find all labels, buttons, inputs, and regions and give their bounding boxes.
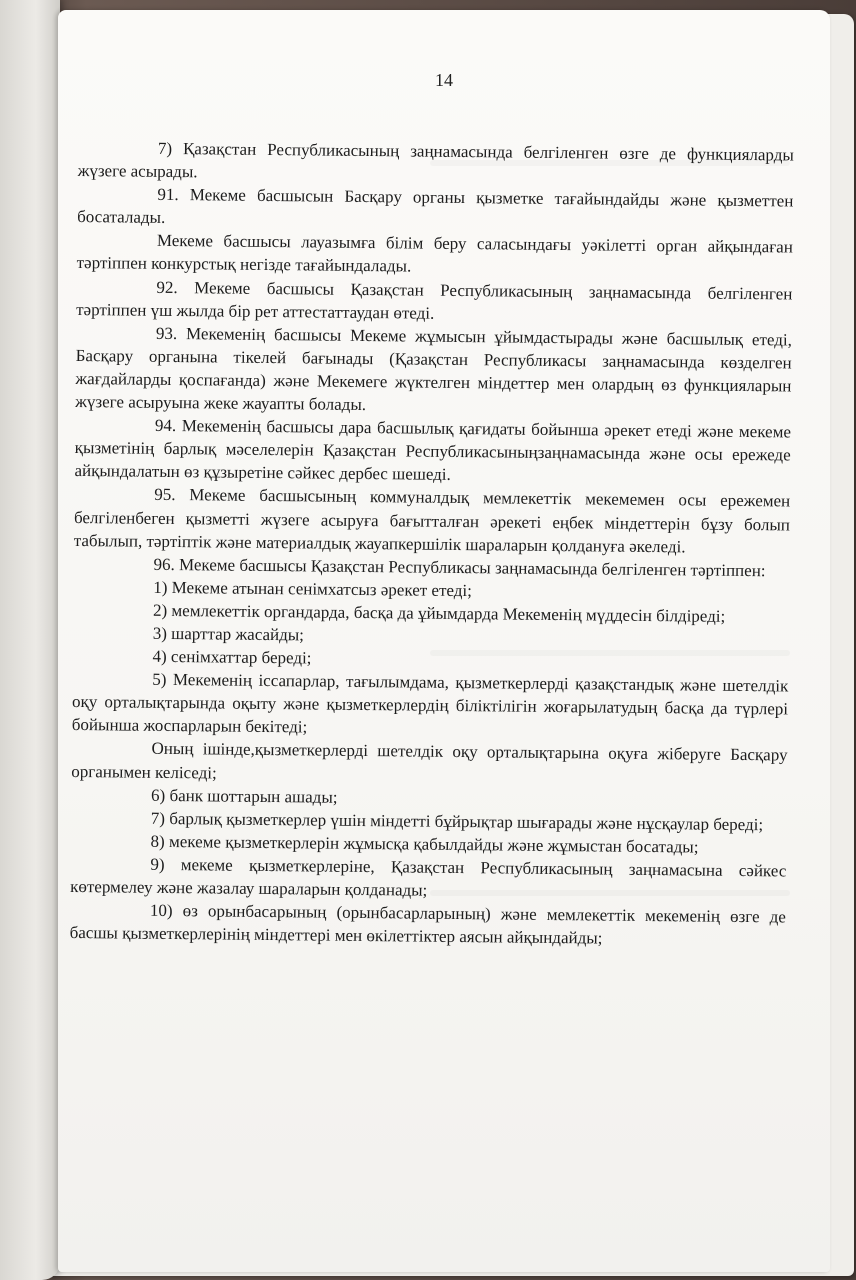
paragraph-91-appointment: Мекеме басшысы лауазымға білім беру саласындағы уәкілетті орган айқындаған тәртіппен конкурстық негізде тағайындалады.	[76, 231, 793, 276]
list-item-8: 8) мекеме қызметкерлерін жұмысқа қабылдайды және жұмыстан босатады;	[150, 831, 699, 857]
list-item-1: 1) Мекеме атынан сенімхатсыз әрекет етеді;	[153, 577, 472, 600]
paragraph-item-7-functions: 7) Қазақстан Республикасының заңнамасында белгіленген өзге де функцияларды жүзеге асырады.	[77, 138, 794, 182]
list-item-5: 5) Мекеменің іссапарлар, тағылымдама, қызметкерлерді қазақстандық және шетелдік оқу орталықтарында оқыту және қызметкерлердің біліктілігін жоғарылатудың басқа да түрлері бойынша жоспарларын бекітеді;	[71, 669, 789, 737]
list-item-3: 3) шарттар жасайды;	[152, 623, 305, 645]
list-item-9: 9) мекеме қызметкерлеріне, Қазақстан Республикасының заңнамасына сәйкес көтермелеу және жазалау шараларын қолданады;	[70, 854, 787, 900]
list-item-4: 4) сенімхаттар береді;	[152, 646, 312, 668]
list-item-5-note: Оның ішінде,қызметкерлерді шетелдік оқу орталықтарына оқуға жіберуге Басқару органымен келіседі;	[71, 739, 788, 783]
paragraph-94: 94. Мекеменің басшысы дара басшылық қағидаты бойынша әрекет етеді және мекеме қызметінің барлық мәселелерін Қазақстан Республикасыныңзаңнамасында және осы ережеде айқындалатын өз құзыретіне сәйкес дербес шешеді.	[74, 415, 792, 485]
paragraph-95: 95. Мекеме басшысының коммуналдық мемлекеттік мекемемен осы ережемен белгіленбеген қызметті жүзеге асыруға бағытталған әрекеті еңбек міндеттерін бұзу болып табылып, тәртіптік және материалдық жауапкершілік шараларын қолдануға әкеледі.	[73, 485, 791, 556]
list-item-7: 7) барлық қызметкерлер үшін міндетті бұйрықтар шығарады және нұсқаулар береді;	[150, 808, 764, 834]
paragraph-91: 91. Мекеме басшысын Басқару органы қызметке тағайындайды және қызметтен босаталады.	[77, 185, 794, 228]
paragraph-93: 93. Мекеменің басшысы Мекеме жұмысын ұйымдастырады және басшылық етеді, Басқару органына тікелей бағынады (Қазақстан Республикасы заңнамасында көзделген жағдайларды қоспағанда) және Мекемеге жүктелген міндеттер мен олардың өз функцияларын жүзеге асыруына жеке жауапты болады.	[75, 323, 793, 415]
list-item-6: 6) банк шоттарын ашады;	[151, 785, 338, 807]
page-number: 14	[435, 70, 453, 90]
paragraph-96: 96. Мекеме басшысы Қазақстан Республикасы заңнамасында белгіленген тәртіппен:	[153, 554, 766, 580]
document-page	[58, 10, 830, 1272]
list-item-10: 10) өз орынбасарының (орынбасарларының) және мемлекеттік мекеменің өзге де басшы қызметкерлерінің міндеттері мен өкілеттіктер аясын айқындайды;	[69, 900, 786, 948]
facing-page-edge	[0, 0, 60, 1280]
paragraph-92: 92. Мекеме басшысы Қазақстан Республикасының заңнамасында белгіленген тәртіппен үш жылда бір рет аттестаттаудан өтеді.	[76, 277, 793, 323]
list-item-2: 2) мемлекеттік органдарда, басқа да ұйымдарда Мекеменің мүддесін білдіреді;	[152, 600, 726, 626]
document-body	[70, 136, 794, 952]
